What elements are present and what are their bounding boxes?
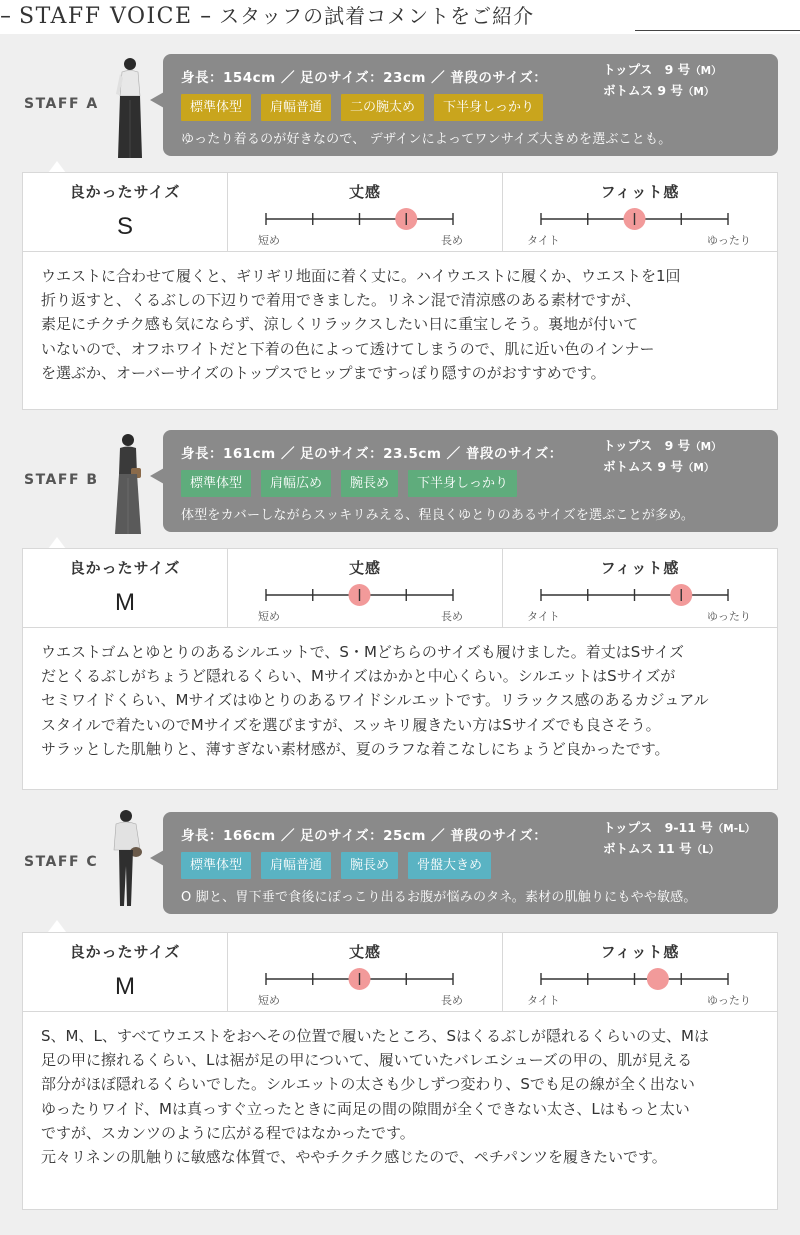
- comment-line: を選ぶか、オーバーサイズのトップスでヒップまですっぽり隠すのがおすすめです。: [41, 363, 606, 382]
- fit-summary: [22, 932, 778, 1012]
- staff-label: STAFF A: [24, 96, 99, 112]
- staff-section-a: [0, 34, 800, 412]
- fit-max-label: ゆったり: [707, 994, 751, 1007]
- good-size-title: 良かったサイズ: [69, 183, 181, 201]
- bottoms-size-letter: （M）: [682, 462, 715, 474]
- bottoms-size-letter: （L）: [691, 844, 720, 856]
- fit-min-label: タイト: [527, 994, 560, 1007]
- body-tag: 下半身しっかり: [408, 470, 517, 497]
- body-tag: 肩幅普通: [261, 852, 331, 879]
- staff-stats: 身長：161cm ／ 足のサイズ：23.5cm ／ 普段のサイズ：: [181, 446, 563, 462]
- body-type-tags: [181, 94, 543, 121]
- bottoms-size-letter: （M）: [682, 86, 715, 98]
- length-min-label: 短め: [258, 234, 280, 247]
- staff-label: STAFF C: [24, 854, 99, 870]
- tops-size-letter: （M-L）: [712, 823, 756, 835]
- length-title: 丈感: [348, 559, 381, 577]
- bubble-pointer: [150, 92, 164, 108]
- length-title: 丈感: [348, 943, 381, 961]
- fit-column: [503, 549, 777, 627]
- callout-triangle: [48, 920, 66, 932]
- staff-short-comment: O 脚と、胃下垂で食後にぽっこり出るお腹が悩みのタネ。素材の肌触りにもやや敏感。: [181, 890, 697, 905]
- staff-stats: 身長：166cm ／ 足のサイズ：25cm ／ 普段のサイズ：: [181, 828, 548, 844]
- good-size-title: 良かったサイズ: [69, 559, 181, 577]
- staff-photo-icon: [108, 430, 148, 540]
- body-tag: 腕長め: [341, 852, 398, 879]
- body-tag: 肩幅広め: [261, 470, 331, 497]
- header-rule: [635, 30, 800, 31]
- title-jp: スタッフの試着コメントをご紹介: [219, 4, 535, 28]
- comment-line: スタイルで着たいのでMサイズを選びますが、スッキリ履きたい方はSサイズでも良さそう。: [41, 715, 661, 734]
- comment-line: 素足にチクチク感も気にならず、涼しくリラックスしたい日に重宝しそう。裏地が付いて: [41, 315, 639, 334]
- body-tag: 骨盤大きめ: [408, 852, 491, 879]
- comment-line: 部分がほぼ隠れるくらいでした。シルエットの太さも少しずつ変わり、Sでも足の線が全く出ない: [41, 1075, 695, 1094]
- fit-min-label: タイト: [527, 234, 560, 247]
- staff-profile-bubble: [163, 812, 778, 914]
- staff-short-comment: 体型をカバーしながらスッキリみえる、程良くゆとりのあるサイズを選ぶことが多め。: [181, 508, 695, 523]
- staff-photo-icon: [108, 806, 148, 916]
- comment-line: 足の甲に擦れるくらい、Lは裾が足の甲について、履いていたバレエシューズの甲の、肌が見える: [41, 1051, 693, 1070]
- comment-line: いないので、オフホワイトだと下着の色によって透けてしまうので、肌に近い色のインナー: [41, 339, 655, 358]
- tops-size: トップス 9 号: [603, 438, 691, 453]
- body-tag: 標準体型: [181, 852, 251, 879]
- staff-comment-box: [22, 628, 778, 790]
- fit-column: [503, 173, 777, 251]
- comment-line: ゆったりワイド、Mは真っすぐ立ったときに両足の間の隙間が全くできない太さ、Lはもっと太い: [41, 1099, 690, 1118]
- body-tag: 標準体型: [181, 470, 251, 497]
- body-tag: 二の腕太め: [341, 94, 424, 121]
- bottoms-size: ボトムス 9 号: [603, 83, 683, 98]
- fit-max-label: ゆったり: [707, 610, 751, 623]
- tops-size: トップス 9 号: [603, 62, 691, 77]
- comment-line: ウエストゴムとゆとりのあるシルエットで、S・Mどちらのサイズも履けました。着丈はSサイズ: [41, 643, 685, 661]
- good-size-column: [23, 933, 228, 1011]
- fit-column: [503, 933, 777, 1011]
- staff-stats: 身長：154cm ／ 足のサイズ：23cm ／ 普段のサイズ：: [181, 70, 548, 86]
- staff-profile-bubble: [163, 430, 778, 532]
- fit-min-label: タイト: [527, 610, 560, 623]
- comment-line: 元々リネンの肌触りに敏感な体質で、ややチクチク感じたので、ペチパンツを履きたいです。: [41, 1148, 667, 1167]
- body-type-tags: [181, 852, 491, 879]
- fit-title: フィット感: [600, 943, 680, 961]
- staff-comment-box: [22, 252, 778, 410]
- body-tag: 標準体型: [181, 94, 251, 121]
- comment-line: セミワイドくらい、Mサイズはゆとりのあるワイドシルエットです。リラックス感のあるカジュアル: [41, 691, 709, 710]
- staff-comment-box: [22, 1012, 778, 1210]
- staff-section-c: [0, 792, 800, 1212]
- length-min-label: 短め: [258, 994, 280, 1007]
- bubble-pointer: [150, 468, 164, 484]
- length-max-label: 長め: [441, 994, 463, 1007]
- good-size-column: [23, 173, 228, 251]
- title-en: STAFF VOICE: [19, 4, 193, 29]
- usual-sizes: [603, 60, 722, 102]
- bottoms-size: ボトムス 9 号: [603, 459, 683, 474]
- comment-line: ですが、スカンツのように広がる程ではなかったです。: [41, 1123, 415, 1142]
- good-size-value: M: [115, 973, 135, 1000]
- page-title: – STAFF VOICE – スタッフの試着コメントをご紹介: [0, 4, 535, 29]
- body-tag: 下半身しっかり: [434, 94, 543, 121]
- fit-title: フィット感: [600, 559, 680, 577]
- staff-label: STAFF B: [24, 472, 99, 488]
- tops-size-letter: （M）: [690, 65, 722, 77]
- comment-line: ウエストに合わせて履くと、ギリギリ地面に着く丈に。ハイウエストに履くか、ウエストを1回: [41, 267, 681, 285]
- usual-sizes: [603, 818, 755, 860]
- scale-marker: [647, 968, 669, 990]
- length-title: 丈感: [348, 183, 381, 201]
- length-column: [228, 933, 503, 1011]
- fit-summary: [22, 172, 778, 252]
- length-column: [228, 549, 503, 627]
- good-size-value: M: [115, 589, 135, 616]
- good-size-title: 良かったサイズ: [69, 943, 181, 961]
- staff-profile-bubble: [163, 54, 778, 156]
- staff-comment: [41, 1024, 769, 1169]
- usual-sizes: [603, 436, 722, 478]
- bottoms-size: ボトムス 11 号: [603, 841, 692, 856]
- bubble-pointer: [150, 850, 164, 866]
- staff-short-comment: ゆったり着るのが好きなので、 デザインによってワンサイズ大きめを選ぶことも。: [181, 132, 672, 147]
- comment-line: 折り返すと、くるぶしの下辺りで着用できました。リネン混で清涼感のある素材ですが、: [41, 291, 641, 310]
- length-column: [228, 173, 503, 251]
- comment-line: だとくるぶしがちょうど隠れるくらい、Mサイズはかかと中心くらい。シルエットはSサイズが: [41, 667, 676, 686]
- fit-max-label: ゆったり: [707, 234, 751, 247]
- good-size-value: S: [116, 213, 133, 240]
- comment-line: S、M、L、すべてウエストをおへその位置で履いたところ、Sはくるぶしが隠れるくらいの丈、Mは: [41, 1027, 709, 1045]
- tops-size: トップス 9-11 号: [603, 820, 713, 835]
- staff-comment: [41, 264, 769, 385]
- body-type-tags: [181, 470, 517, 497]
- staff-comment: [41, 640, 769, 761]
- fit-summary: [22, 548, 778, 628]
- staff-photo-icon: [108, 54, 148, 164]
- good-size-column: [23, 549, 228, 627]
- length-min-label: 短め: [258, 610, 280, 623]
- page-header: [0, 0, 800, 34]
- length-max-label: 長め: [441, 234, 463, 247]
- body-tag: 腕長め: [341, 470, 398, 497]
- length-max-label: 長め: [441, 610, 463, 623]
- comment-line: サラッとした肌触りと、薄すぎない素材感が、夏のラフな着こなしにちょうど良かったです。: [41, 739, 670, 758]
- body-tag: 肩幅普通: [261, 94, 331, 121]
- staff-section-b: [0, 410, 800, 790]
- fit-title: フィット感: [600, 183, 680, 201]
- tops-size-letter: （M）: [690, 441, 722, 453]
